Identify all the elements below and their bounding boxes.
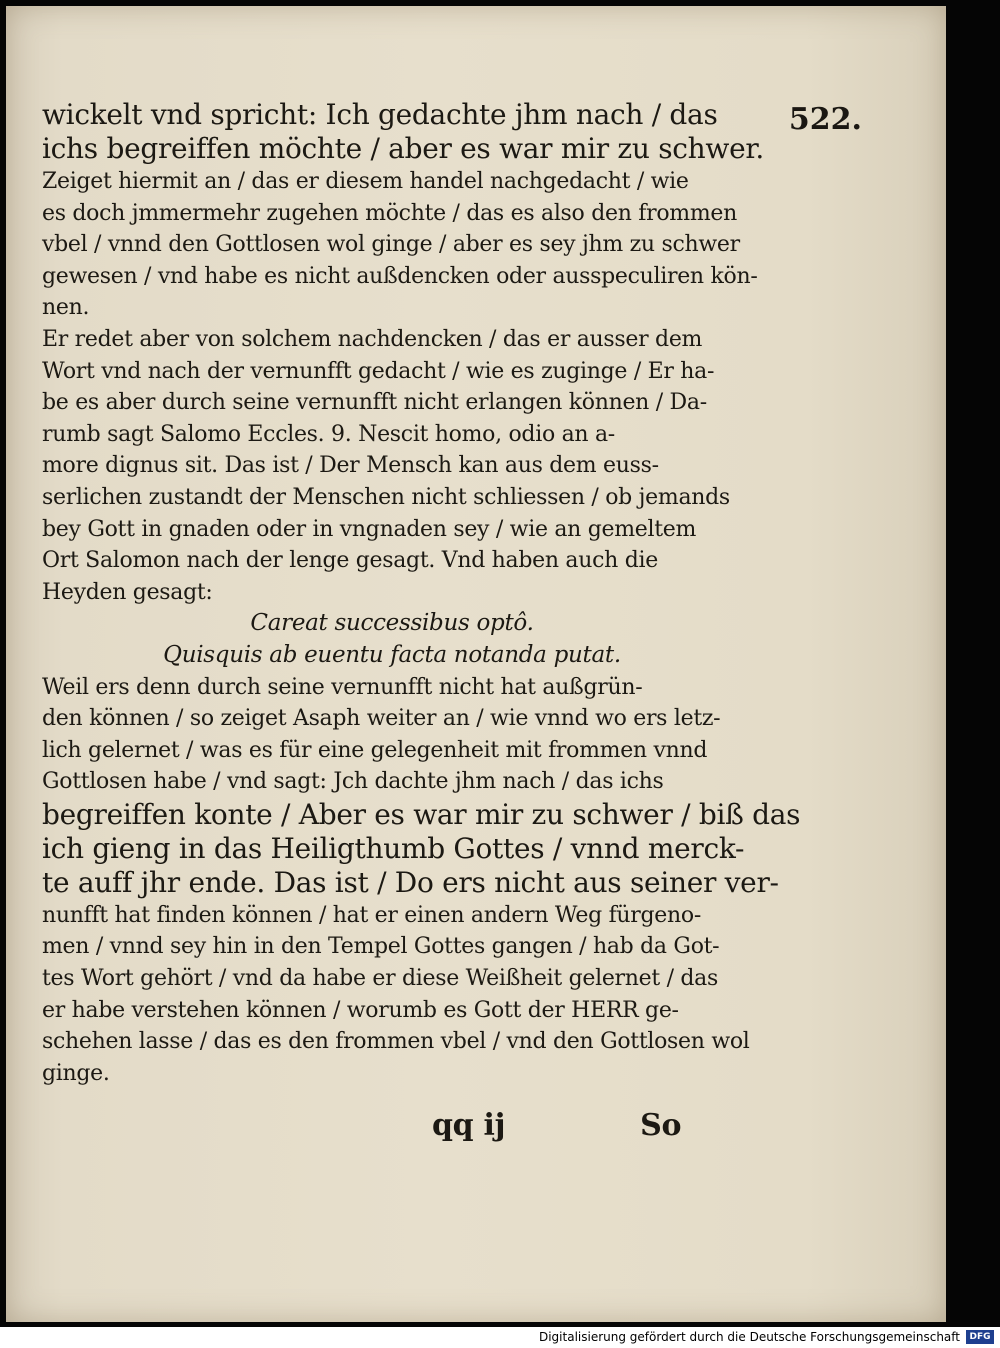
text-line: Careat successibus optô.: [250, 610, 534, 637]
text-line: rumb sagt Salomo Eccles. 9. Nescit homo, odio an a-: [42, 421, 615, 447]
text-line: es doch jmmermehr zugehen möchte / das es also den frommen: [42, 200, 737, 226]
text-line: Heyden gesagt:: [42, 579, 213, 605]
footer-bar: [0, 1327, 1000, 1348]
text-line: schehen lasse / das es den frommen vbel / vnd den Gottlosen wol: [42, 1029, 750, 1055]
text-line: begreiffen konte / Aber es war mir zu schwer / biß das: [42, 797, 801, 831]
text-line: Er redet aber von solchem nachdencken / das er ausser dem: [42, 326, 703, 352]
text-line: lich gelernet / was es für eine gelegenheit mit frommen vnnd: [42, 737, 708, 763]
signature-line: [42, 1089, 742, 1163]
text-line: Wort vnd nach der vernunfft gedacht / wie es zuginge / Er ha-: [42, 358, 715, 384]
text-line: wickelt vnd spricht: Ich gedachte jhm nach / das: [42, 98, 718, 131]
text-line: be es aber durch seine vernunfft nicht erlangen können / Da-: [42, 390, 707, 416]
text-line: te auff jhr ende. Das ist / Do ers nicht aus seiner ver-: [42, 865, 779, 899]
text-line: Zeiget hiermit an / das er diesem handel nachgedacht / wie: [42, 169, 689, 194]
book-page: [6, 6, 946, 1322]
text-line: Gottlosen habe / vnd sagt: Jch dachte jhm nach / das ichs: [42, 769, 664, 795]
text-line: vbel / vnnd den Gottlosen wol ginge / aber es sey jhm zu schwer: [42, 232, 740, 258]
body-text: [42, 98, 801, 1163]
text-line: bey Gott in gnaden oder in vngnaden sey / wie an gemeltem: [42, 516, 697, 542]
catchword: So: [640, 1108, 682, 1144]
footer-credit: Digitalisierung gefördert durch die Deutsche Forschungsgemeinschaft: [538, 1330, 960, 1344]
text-line: tes Wort gehört / vnd da habe er diese Weißheit gelernet / das: [42, 966, 718, 992]
text-line: Weil ers denn durch seine vernunfft nicht hat außgrün-: [42, 674, 643, 700]
text-line: Quisquis ab euentu facta notanda putat.: [163, 641, 621, 668]
dfg-logo: DFG: [966, 1330, 994, 1344]
text-line: nunfft hat finden können / hat er einen andern Weg fürgeno-: [42, 902, 701, 928]
page-number: 522.: [788, 102, 862, 137]
signature-mark: qq ij: [432, 1108, 506, 1144]
text-line: den können / so zeiget Asaph weiter an / wie vnnd wo ers letz-: [42, 706, 721, 732]
text-line: er habe verstehen können / worumb es Gott der HERR ge-: [42, 997, 679, 1023]
text-line: gewesen / vnd habe es nicht außdencken oder ausspeculiren kön-: [42, 263, 758, 289]
text-line: Ort Salomon nach der lenge gesagt. Vnd haben auch die: [42, 548, 658, 574]
text-line: ginge.: [42, 1060, 110, 1086]
text-line: ichs begreiffen möchte / aber es war mir zu schwer.: [42, 132, 764, 165]
text-line: nen.: [42, 295, 90, 321]
text-line: more dignus sit. Das ist / Der Mensch kan aus dem euss-: [42, 453, 659, 479]
text-line: men / vnnd sey hin in den Tempel Gottes gangen / hab da Got-: [42, 934, 720, 960]
text-line: serlichen zustandt der Menschen nicht schliessen / ob jemands: [42, 484, 730, 510]
text-line: ich gieng in das Heiligthumb Gottes / vnnd merck-: [42, 831, 745, 865]
